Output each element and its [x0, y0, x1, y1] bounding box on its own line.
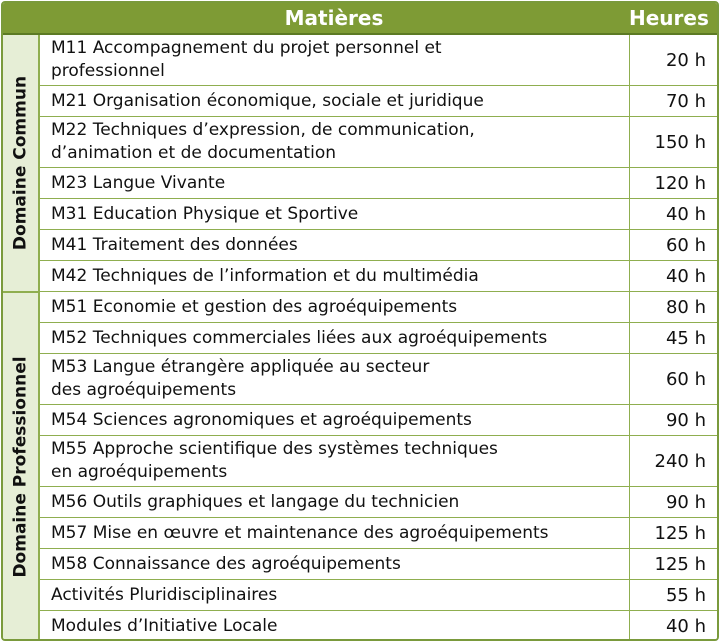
hours-cell: 40 h: [629, 199, 717, 230]
subject-cell: M11 Accompagnement du projet personnel et professionnel: [39, 34, 629, 86]
table-row: [3, 354, 717, 405]
hours-table: [3, 3, 717, 641]
header-corner: [3, 3, 39, 34]
subject-cell: M31 Education Physique et Sportive: [39, 199, 629, 230]
hours-cell: 120 h: [629, 168, 717, 199]
subject-cell: Activités Pluridisciplinaires: [39, 580, 629, 611]
subject-cell: Modules d’Initiative Locale: [39, 611, 629, 641]
domain-commun-cell: [3, 34, 39, 292]
hours-cell: 90 h: [629, 405, 717, 436]
subject-cell: M56 Outils graphiques et langage du technicien: [39, 487, 629, 518]
subject-cell: M21 Organisation économique, sociale et juridique: [39, 86, 629, 117]
table-row: [3, 292, 717, 323]
table-row: [3, 611, 717, 641]
table-row: [3, 261, 717, 292]
domain-commun-label: Domaine Commun: [10, 75, 30, 250]
hours-cell: 150 h: [629, 117, 717, 168]
table-row: [3, 117, 717, 168]
curriculum-table: [1, 1, 719, 641]
table-row: [3, 323, 717, 354]
table-row: [3, 405, 717, 436]
subject-cell: M51 Economie et gestion des agroéquipements: [39, 292, 629, 323]
hours-cell: 55 h: [629, 580, 717, 611]
header-hours: Heures: [629, 3, 717, 34]
hours-cell: 125 h: [629, 518, 717, 549]
table-row: [3, 168, 717, 199]
subject-cell: M41 Traitement des données: [39, 230, 629, 261]
table-row: [3, 436, 717, 487]
subject-cell: M42 Techniques de l’information et du multimédia: [39, 261, 629, 292]
table-row: [3, 549, 717, 580]
subject-cell: M23 Langue Vivante: [39, 168, 629, 199]
hours-cell: 20 h: [629, 34, 717, 86]
hours-cell: 60 h: [629, 354, 717, 405]
subject-cell: M22 Techniques d’expression, de communication, d’animation et de documentation: [39, 117, 629, 168]
hours-cell: 80 h: [629, 292, 717, 323]
table-row: [3, 230, 717, 261]
table-row: [3, 34, 717, 86]
subject-cell: M52 Techniques commerciales liées aux agroéquipements: [39, 323, 629, 354]
hours-cell: 70 h: [629, 86, 717, 117]
subject-cell: M55 Approche scientifique des systèmes techniques en agroéquipements: [39, 436, 629, 487]
hours-cell: 40 h: [629, 611, 717, 641]
header-subjects: Matières: [39, 3, 629, 34]
subject-cell: M58 Connaissance des agroéquipements: [39, 549, 629, 580]
table-row: [3, 86, 717, 117]
table-row: [3, 199, 717, 230]
table-row: [3, 518, 717, 549]
hours-cell: 125 h: [629, 549, 717, 580]
table-row: [3, 487, 717, 518]
subject-cell: M54 Sciences agronomiques et agroéquipements: [39, 405, 629, 436]
domain-professionnel-label: Domaine Professionnel: [10, 355, 30, 578]
hours-cell: 45 h: [629, 323, 717, 354]
hours-cell: 60 h: [629, 230, 717, 261]
table-header-row: [3, 3, 717, 34]
subject-cell: M57 Mise en œuvre et maintenance des agroéquipements: [39, 518, 629, 549]
subject-cell: M53 Langue étrangère appliquée au secteur des agroéquipements: [39, 354, 629, 405]
table-row: [3, 580, 717, 611]
hours-cell: 240 h: [629, 436, 717, 487]
hours-cell: 40 h: [629, 261, 717, 292]
domain-professionnel-cell: [3, 292, 39, 641]
hours-cell: 90 h: [629, 487, 717, 518]
